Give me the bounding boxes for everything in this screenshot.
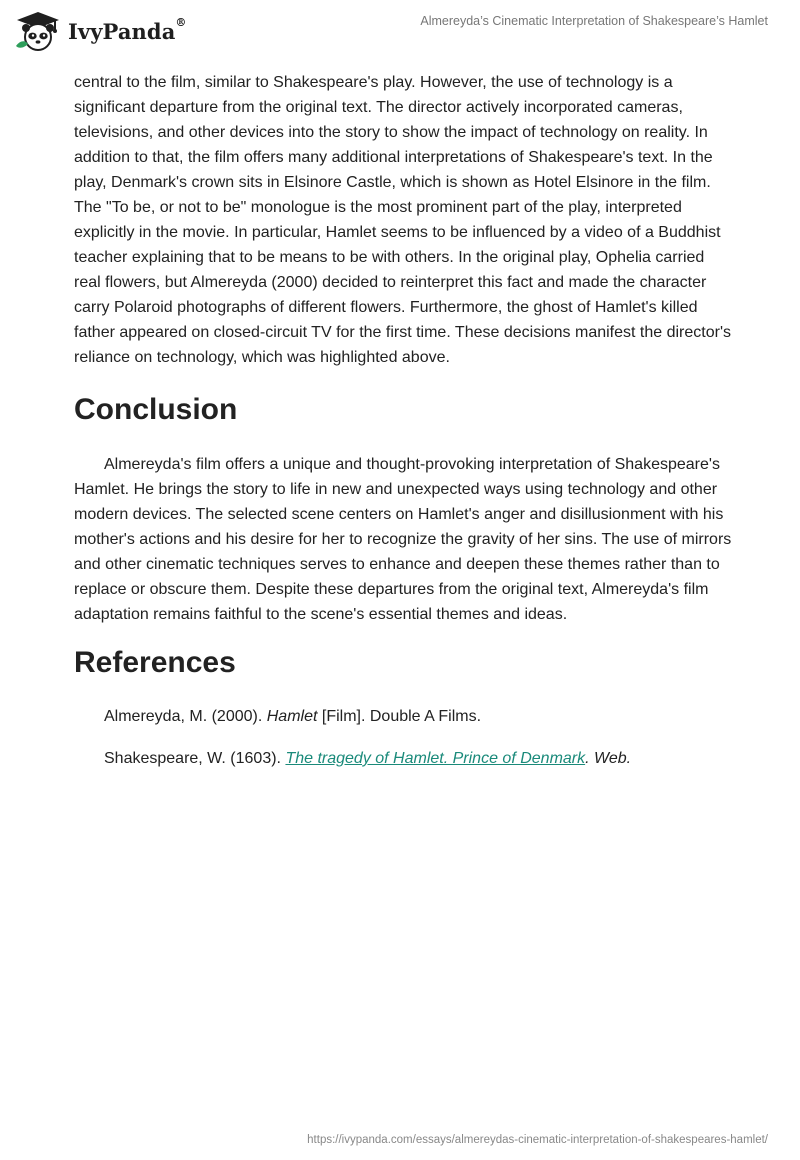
- reference-item: Shakespeare, W. (1603). The tragedy of Hamlet. Prince of Denmark. Web.: [104, 750, 632, 767]
- ivypanda-logo[interactable]: [14, 10, 187, 52]
- brand-name: IvyPanda®: [68, 15, 187, 44]
- running-title: Almereyda’s Cinematic Interpretation of Shakespeare’s Hamlet: [420, 14, 768, 28]
- conclusion-paragraph: Almereyda's film offers a unique and thought-provoking interpretation of Shakespeare's Hamlet. He brings the story to life in new and unexpected ways using technology and other modern devices. The selected scene centers on Hamlet's anger and disillusionment with his mother's actions and his desire for her to recognize the gravity of her sins. The use of mirrors and other cinematic techniques serves to enhance and deepen these themes rather than to replace or obscure them. Despite these departures from the original text, Almereyda's film adaptation remains faithful to the scene's essential themes and ideas.: [74, 456, 732, 623]
- page-header: [0, 0, 800, 70]
- reference-item: Almereyda, M. (2000). Hamlet [Film]. Double A Films.: [104, 708, 482, 725]
- reference-link[interactable]: The tragedy of Hamlet. Prince of Denmark: [285, 750, 586, 767]
- body-paragraph: central to the film, similar to Shakespeare's play. However, the use of technology is a significant departure from the original text. The director actively incorporated cameras, televisions, and other devices into the story to show the impact of technology on reality. In addition to that, the film offers many additional interpretations of Shakespeare's text. In the play, Denmark's crown sits in Elsinore Castle, which is shown as Hotel Elsinore in the film. The "To be, or not to be" monologue is the most prominent part of the play, interpreted explicitly in the movie. In particular, Hamlet seems to be influenced by a video of a Buddhist teacher explaining that to be means to be with others. In the original play, Ophelia carried real flowers, but Almereyda (2000) decided to reinterpret this fact and made the character carry Polaroid photographs of different flowers. Furthermore, the ghost of Hamlet's killed father appeared on closed-circuit TV for the first time. These decisions manifest the director's reliance on technology, which was highlighted above.: [74, 74, 731, 366]
- references-heading: References: [74, 646, 236, 679]
- essay-content: [74, 70, 734, 789]
- panda-graduate-icon: [14, 10, 62, 52]
- footer-url[interactable]: https://ivypanda.com/essays/almereydas-cinematic-interpretation-of-shakespeares-hamlet/: [307, 1134, 768, 1146]
- conclusion-heading: Conclusion: [74, 393, 238, 426]
